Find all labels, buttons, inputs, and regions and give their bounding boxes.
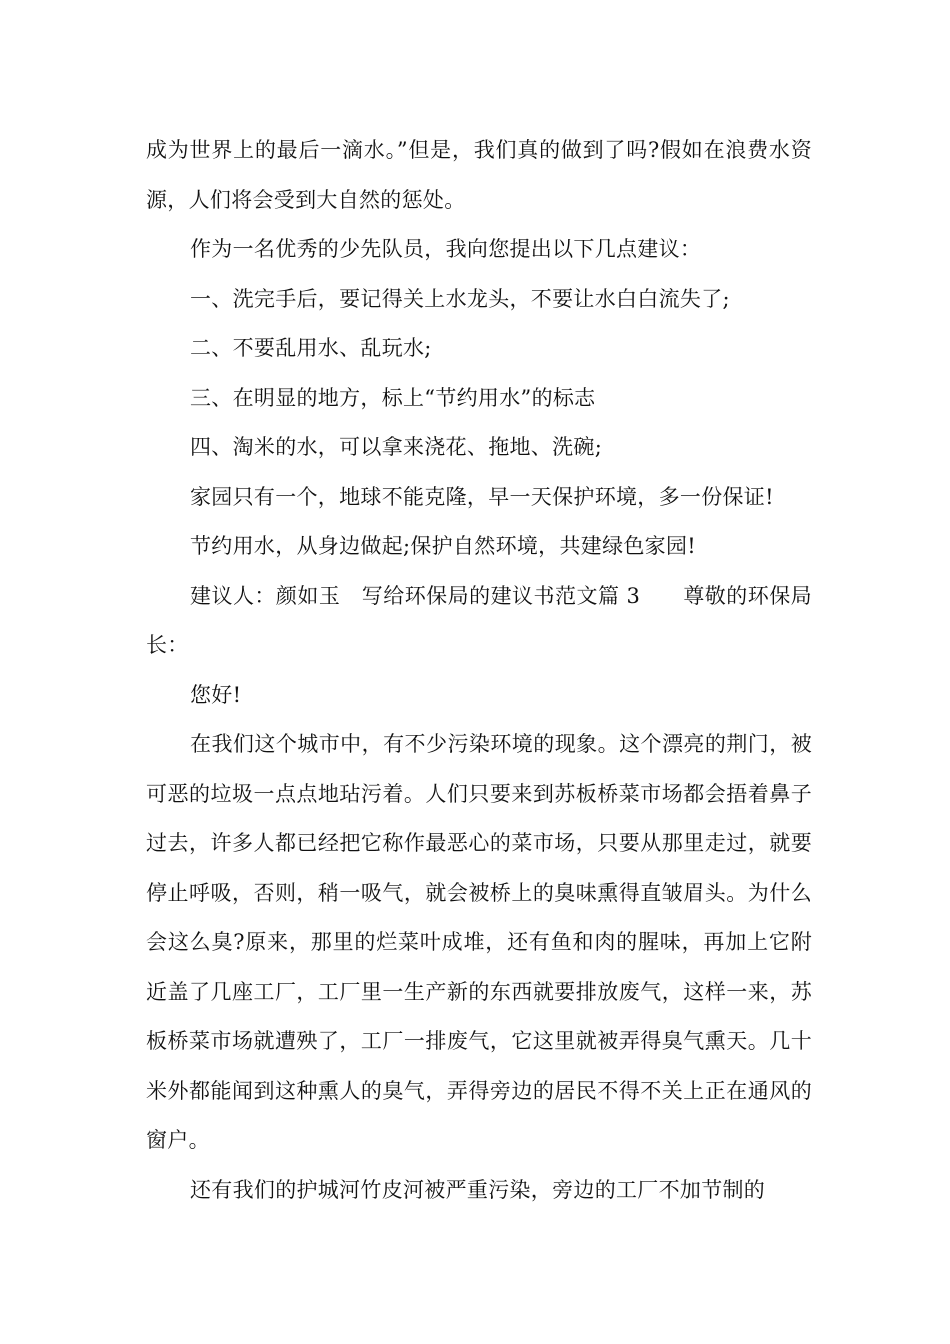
suggestion-item-3: 三、在明显的地方，标上“节约用水”的标志 bbox=[190, 385, 596, 410]
suggestion-item-1: 一、洗完手后，要记得关上水龙头，不要让水白白流失了; bbox=[190, 286, 730, 311]
closing-line-1: 家园只有一个，地球不能克隆，早一天保护环境，多一份保证! bbox=[190, 484, 774, 509]
paragraph-pollution-description: 在我们这个城市中，有不少污染环境的现象。这个漂亮的荆门，被可恶的垃圾一点点地玷污着。人们只要来到苏板桥菜市场都会捂着鼻子过去，许多人都已经把它称作最恶心的菜市场，只要从那里走过，就要停止呼吸，否则，稍一吸气，就会被桥上的臭味熏得直皱眉头。为什么会这么臭?原来，那里的烂菜叶成堆，还有鱼和肉的腥味，再加上它附近盖了几座工厂，工厂里一生产新的东西就要排放废气，这样一来，苏板桥菜市场就遭殃了，工厂一排废气，它这里就被弄得臭气熏天。几十米外都能闻到这种熏人的臭气，弄得旁边的居民不得不关上正在通风的窗户。 bbox=[146, 732, 812, 1152]
closing-line-2: 节约用水，从身边做起;保护自然环境，共建绿色家园! bbox=[190, 534, 697, 558]
paragraph-river-pollution: 还有我们的护城河竹皮河被严重污染，旁边的工厂不加节制的 bbox=[190, 1177, 766, 1202]
paragraph-continued: 成为世界上的最后一滴水。”但是，我们真的做到了吗?假如在浪费水资源，人们将会受到大自然的惩处。 bbox=[146, 138, 812, 212]
paragraph-intro-suggestions: 作为一名优秀的少先队员，我向您提出以下几点建议： bbox=[190, 237, 702, 261]
greeting: 您好! bbox=[190, 682, 242, 707]
suggestion-item-2: 二、不要乱用水、乱玩水; bbox=[190, 336, 432, 360]
document-body bbox=[146, 126, 812, 1215]
suggestion-item-4: 四、淘米的水，可以拿来浇花、拖地、洗碗; bbox=[190, 435, 603, 459]
signature-and-next-title: 建议人：颜如玉 写给环保局的建议书范文篇 3 尊敬的环保局长： bbox=[146, 583, 812, 657]
